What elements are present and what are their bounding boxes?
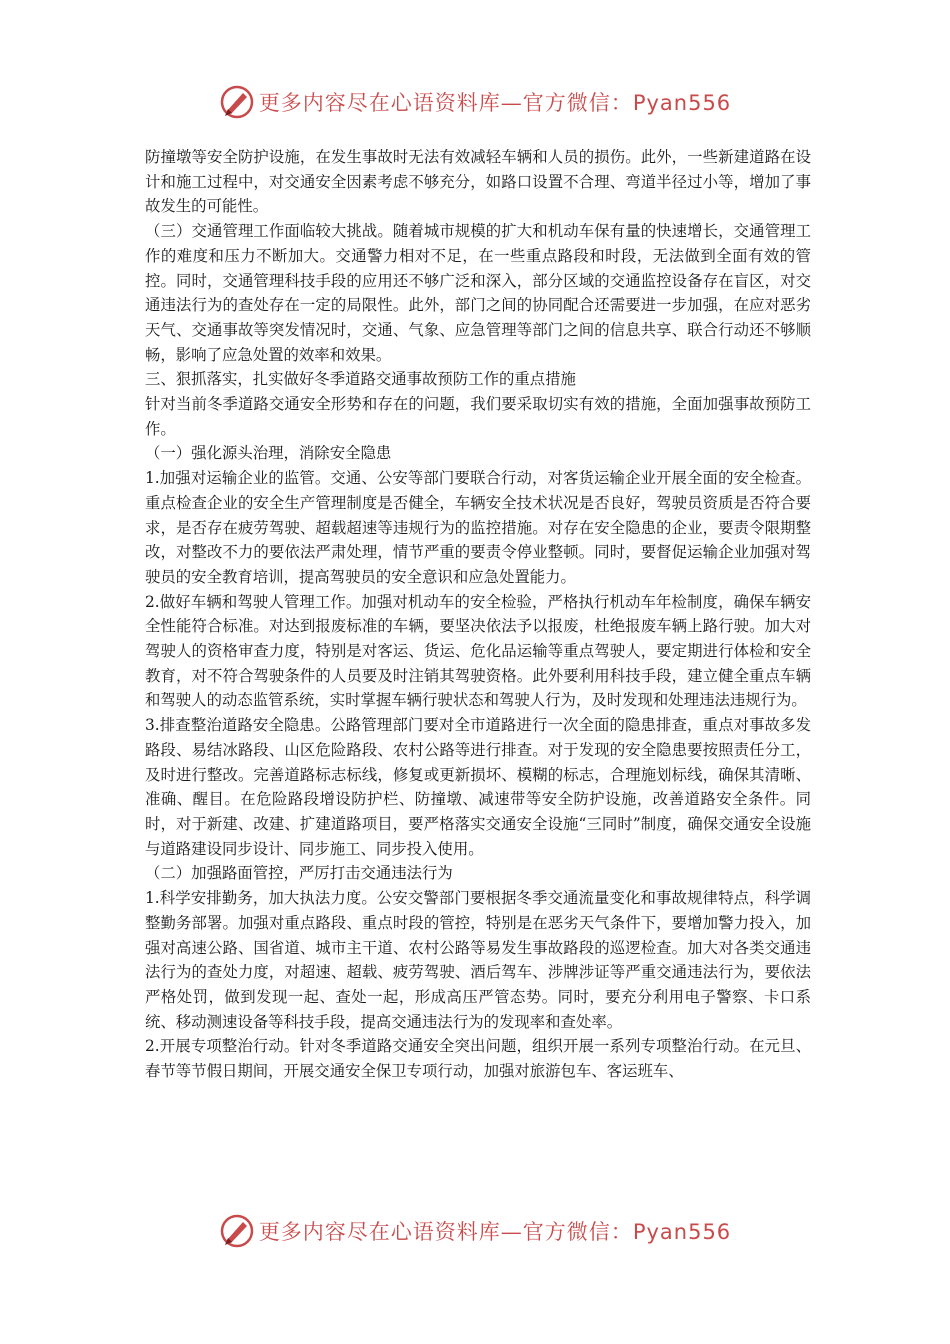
paragraph: 针对当前冬季道路交通安全形势和存在的问题，我们要采取切实有效的措施，全面加强事故预防工作。 <box>145 395 811 438</box>
section-heading: 三、狠抓落实，扎实做好冬季道路交通事故预防工作的重点措施 <box>145 370 576 389</box>
footer-banner-text: 更多内容尽在心语资料库—官方微信：Pyan556 <box>258 1220 732 1244</box>
footer-banner-account: Pyan556 <box>632 1220 732 1244</box>
header-banner-text: 更多内容尽在心语资料库—官方微信：Pyan556 <box>258 91 732 115</box>
paragraph: 1.科学安排勤务，加大执法力度。公安交警部门要根据冬季交通流量变化和事故规律特点，科学调整勤务部署。加强对重点路段、重点时段的管控，特别是在恶劣天气条件下，要增加警力投入，加强对高速公路、国省道、城市主干道、农村公路等易发生事故路段的巡逻检查。加大对各类交通违法行为的查处力度，对超速、超载、疲劳驾驶、酒后驾车、涉牌涉证等严重交通违法行为，要依法严格处罚，做到发现一起、查处一起，形成高压严管态势。同时，要充分利用电子警察、卡口系统、移动测速设备等科技手段，提高交通违法行为的发现率和查处率。 <box>145 889 811 1031</box>
paragraph: 3.排查整治道路安全隐患。公路管理部门要对全市道路进行一次全面的隐患排查，重点对事故多发路段、易结冰路段、山区危险路段、农村公路等进行排查。对于发现的安全隐患要按照责任分工，及时进行整改。完善道路标志标线，修复或更新损坏、模糊的标志，合理施划标线，确保其清晰、准确、醒目。在危险路段增设防护栏、防撞墩、减速带等安全防护设施，改善道路安全条件。同时，对于新建、改建、扩建道路项目，要严格落实交通安全设施“三同时”制度，确保交通安全设施与道路建设同步设计、同步施工、同步投入使用。 <box>145 716 811 858</box>
header-banner <box>0 80 950 124</box>
pen-logo-icon <box>219 1213 255 1249</box>
paragraph: （三）交通管理工作面临较大挑战。随着城市规模的扩大和机动车保有量的快速增长，交通管理工作的难度和压力不断加大。交通警力相对不足，在一些重点路段和时段，无法做到全面有效的管控。同时，交通管理科技手段的应用还不够广泛和深入，部分区域的交通监控设备存在盲区，对交通违法行为的查处存在一定的局限性。此外，部门之间的协同配合还需要进一步加强，在应对恶劣天气、交通事故等突发情况时，交通、气象、应急管理等部门之间的信息共享、联合行动还不够顺畅，影响了应急处置的效率和效果。 <box>145 222 811 364</box>
pen-logo-icon <box>219 84 255 120</box>
document-body <box>145 145 811 1084</box>
paragraph: 防撞墩等安全防护设施，在发生事故时无法有效减轻车辆和人员的损伤。此外，一些新建道路在设计和施工过程中，对交通安全因素考虑不够充分，如路口设置不合理、弯道半径过小等，增加了事故发生的可能性。 <box>145 148 811 216</box>
subsection-heading: （二）加强路面管控，严厉打击交通违法行为 <box>145 864 453 883</box>
footer-banner <box>0 1209 950 1253</box>
paragraph: 2.做好车辆和驾驶人管理工作。加强对机动车的安全检验，严格执行机动车年检制度，确保车辆安全性能符合标准。对达到报废标准的车辆，要坚决依法予以报废，杜绝报废车辆上路行驶。加大对驾驶人的资格审查力度，特别是对客运、货运、危化品运输等重点驾驶人，要定期进行体检和安全教育，对不符合驾驶条件的人员要及时注销其驾驶资格。此外要利用科技手段，建立健全重点车辆和驾驶人的动态监管系统，实时掌握车辆行驶状态和驾驶人行为，及时发现和处理违法违规行为。 <box>145 592 811 710</box>
paragraph: 2.开展专项整治行动。针对冬季道路交通安全突出问题，组织开展一系列专项整治行动。在元旦、春节等节假日期间，开展交通安全保卫专项行动，加强对旅游包车、客运班车、 <box>145 1037 811 1081</box>
paragraph: 1.加强对运输企业的监管。交通、公安等部门要联合行动，对客货运输企业开展全面的安全检查。重点检查企业的安全生产管理制度是否健全，车辆安全技术状况是否良好，驾驶员资质是否符合要求，是否存在疲劳驾驶、超载超速等违规行为的监控措施。对存在安全隐患的企业，要责令限期整改，对整改不力的要依法严肃处理，情节严重的要责令停业整顿。同时，要督促运输企业加强对驾驶员的安全教育培训，提高驾驶员的安全意识和应急处置能力。 <box>145 469 811 586</box>
subsection-heading: （一）强化源头治理，消除安全隐患 <box>145 444 392 463</box>
header-banner-account: Pyan556 <box>632 91 732 115</box>
